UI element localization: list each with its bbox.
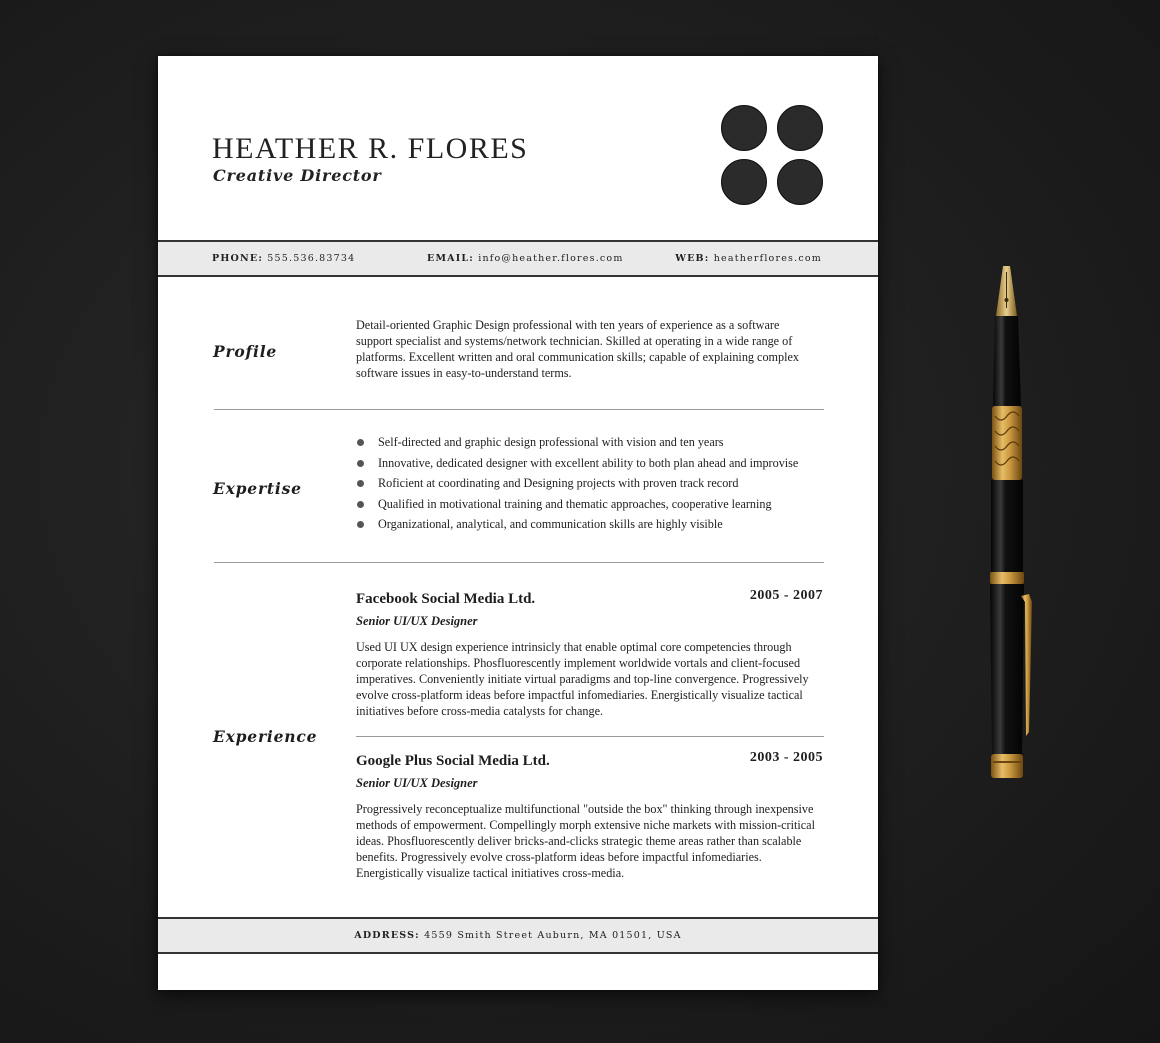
contact-web bbox=[675, 253, 822, 264]
expertise-item-text: Self-directed and graphic design professional with vision and ten years bbox=[378, 435, 724, 449]
address bbox=[158, 930, 878, 941]
address-value: 4559 Smith Street Auburn, MA 01501, USA bbox=[424, 930, 682, 941]
resume-page bbox=[158, 56, 878, 990]
expertise-item-text: Innovative, dedicated designer with excellent ability to both plan ahead and improvise bbox=[378, 455, 799, 470]
bullet-icon bbox=[357, 480, 364, 487]
job-description: Progressively reconceptualize multifunctional "outside the box" thinking through inexpensive methods of empowerment. Compellingly morph extensive niche markets with mission-critical ideas. Phosfluorescently deliver bricks-and-clicks strategic theme areas rather than scalable benefits. Progressively evolve cross-platform ideas before impactful infomediaries. Energistically visualize tactical initiatives cross-media. bbox=[356, 802, 815, 880]
profile-heading: Profile bbox=[213, 342, 278, 361]
bullet-icon bbox=[357, 460, 364, 467]
job-company: Google Plus Social Media Ltd. bbox=[356, 753, 550, 769]
contact-phone bbox=[212, 253, 355, 264]
candidate-name: HEATHER R. FLORES bbox=[212, 132, 529, 165]
web-value: heatherflores.com bbox=[713, 253, 822, 264]
logo-dot bbox=[721, 159, 767, 205]
phone-label: PHONE: bbox=[212, 253, 264, 264]
candidate-role: Creative Director bbox=[213, 166, 382, 185]
logo-dot bbox=[777, 159, 823, 205]
profile-text: Detail-oriented Graphic Design professional with ten years of experience as a software support specialist and systems/network technician. Skilled at operating in a wide range of platforms. Excellent written and oral communication skills; capable of explaining complex software issues in easy-to-understand terms. bbox=[356, 318, 800, 380]
job-position: Senior UI/UX Designer bbox=[356, 614, 478, 628]
contact-bar bbox=[158, 240, 878, 277]
logo-dot bbox=[777, 105, 823, 151]
expertise-item-text: Qualified in motivational training and thematic approaches, cooperative learning bbox=[378, 496, 772, 511]
job-years: 2005 - 2007 bbox=[749, 588, 823, 603]
job-years: 2003 - 2005 bbox=[749, 750, 823, 765]
expertise-heading: Expertise bbox=[213, 479, 302, 498]
section-divider bbox=[214, 562, 824, 563]
logo-dot bbox=[721, 105, 767, 151]
address-bar bbox=[158, 917, 878, 954]
expertise-item-text: Roficient at coordinating and Designing projects with proven track record bbox=[378, 476, 739, 491]
email-label: EMAIL: bbox=[427, 253, 474, 264]
bullet-icon bbox=[357, 521, 364, 528]
expertise-list bbox=[356, 434, 826, 537]
job-position: Senior UI/UX Designer bbox=[356, 776, 478, 790]
list-item bbox=[356, 496, 826, 517]
job-company: Facebook Social Media Ltd. bbox=[356, 591, 536, 607]
bullet-icon bbox=[357, 439, 364, 446]
list-item bbox=[356, 455, 826, 476]
email-value: info@heather.flores.com bbox=[478, 253, 624, 264]
bottom-rule bbox=[158, 952, 878, 954]
web-label: WEB: bbox=[675, 253, 710, 264]
address-label: ADDRESS: bbox=[354, 930, 420, 941]
expertise-item-text: Organizational, analytical, and communication skills are highly visible bbox=[378, 517, 723, 532]
list-item bbox=[356, 475, 826, 496]
fountain-pen-icon bbox=[985, 266, 1035, 781]
list-item bbox=[356, 516, 826, 537]
phone-value: 555.536.83734 bbox=[267, 253, 356, 264]
list-item bbox=[356, 434, 826, 455]
four-dots-logo-icon bbox=[721, 105, 825, 206]
contact-email bbox=[427, 253, 624, 264]
job-divider bbox=[356, 736, 824, 737]
bullet-icon bbox=[357, 501, 364, 508]
section-divider bbox=[214, 409, 824, 410]
experience-heading: Experience bbox=[213, 727, 318, 746]
job-description: Used UI UX design experience intrinsicly that enable optimal core competencies through corporate relationships. Phosfluorescently implement worldwide vortals and client-focused imperatives. Conveniently initiate virtual paradigms and top-line convergence. Progressively evolve cross-platform ideas before impactful infomediaries. Energistically visualize tactical initiatives before cross-media catalysts for change. bbox=[356, 640, 809, 718]
